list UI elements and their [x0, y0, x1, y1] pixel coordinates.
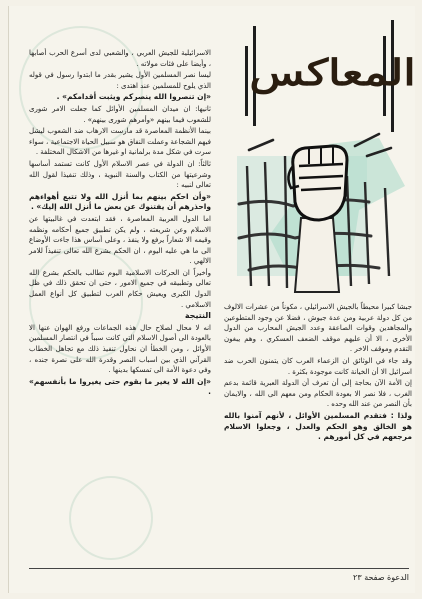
article-paragraph: ولذا : فتقدم المسلمين الأوائل ، لأنهم آمنوا بالله هو الخالق وهو الحكم والعدل ، وجعلوا الاسلام مرجعهم في كل أمورهم .: [224, 410, 412, 442]
article-paragraph: بينما الأنظمة المعاصرة قد مارست الارهاب ضد الشعوب ليشل فيهم الشجاعة وعملت النفاق هو سبيل الحياة الاجتماعية ، سواء سرت في شكل مدة برلمانية او غيرها من الاشكال المختلفة .: [29, 127, 211, 157]
page-number: ٢٣: [353, 573, 362, 582]
article-paragraph: ليسا نصر المسلمين الأول يشير بقدر ما ابتدوا رسول في قوله الذي يلوح للمسلمين عند اهتدى :: [29, 71, 211, 90]
watermark-circle: [69, 476, 153, 560]
article-paragraph: الاسرائيلية للجيش العربي ، والشعبي لدى أسرع الحرب أصابها ، وأيضا على فئات مولاته .: [29, 49, 211, 68]
article-paragraph: إن الأمة الآن بحاجة إلى أن تعرف أن الدولة العبرية قائمة بدعم الغرب ، فلا نصر الا بعودة الحكام ومن معهم الى الله ، والايمان بأن النصر من عند الله وحده .: [224, 379, 412, 409]
article-paragraph: وقد جاء في الوثائق ان الزعماء العرب كان يتمنون الحرب ضد اسرائيل الا أن الخيانة كانت موجودة بكثرة .: [224, 356, 412, 376]
article-title-block: [223, 16, 416, 126]
article-paragraph: انه لا محال لصلاح حال هذه الجماعات ورفع الهوان عنها الا بالعودة الى أصول الاسلام التي كانت سبباً في انتصار المسلمين الأوائل ، ومن الخطأ ان نحاول تنفيذ ذلك مع تجاهل الخطاب القرآني الذي بين اسباب النصر وقدرة الله على نصرة جنده ، وفي دعوة الأمة الى تمسكها بدينها .: [29, 323, 211, 375]
title-decorative-bar: [245, 46, 248, 116]
article-column-left: [29, 48, 211, 399]
fist-behind-bars-illustration: [229, 126, 411, 298]
article-column-right: [224, 302, 412, 444]
page-label: صفحة: [364, 573, 385, 582]
article-paragraph: اما الدول العربية المعاصرة ، فقد ابتعدت في غالبيتها عن الاسلام وعن شريعته ، ولم يكن تطبيق جميع أحكامه ونظمه وقيمه الا شعاراً يرفع ولا ينفذ ، وعلى أساس هذا جاءت الأوضاع الى ما هي عليه اليوم ، ان الحكم بشرع الله تعالى تنفيذاً للامر الالهي .: [29, 214, 211, 266]
article-paragraph: ثالثاً: ان الدولة في عصر الاسلام الأول كانت تستمد أساسها وشرعيتها من الكتاب والسنة النبوية ، وذلك تنفيذا لقول الله تعالى لنبيه :: [29, 159, 211, 190]
magazine-page: [8, 6, 415, 593]
article-paragraph: وأخيراً ان الحركات الاسلامية اليوم تطالب بالحكم بشرع الله تعالى وتطبيقه في جميع الامور ، حتى ان تحقق ذلك في ظل الدول الكبرى ويعيش حكام العرب لتطبيق كل أنواع العمل الاسلامي .: [29, 268, 211, 309]
article-paragraph: «إن تنصروا الله ينصركم ويثبت أقدامكم» .: [56, 92, 211, 102]
section-heading: النتيجة: [184, 311, 211, 321]
article-paragraph: «إن الله لا يغير ما بقوم حتى يغيروا ما بأنفسهم» .: [29, 376, 211, 397]
article-paragraph: جبشا كبيرا محيطاً بالجيش الاسرائيلي ، مكوناً من عشرات الالوف من كل دولة عربية ومن عدة جيوش ، فضلا عن وجود المتطوعين والمجاهدين وقوات الصاعقة وعدد الجيش المحارب من الدول الأخرى ، الا أن عليهم موقف الضعف العسكري ، وهم يبغون التقدم وموقف الاخر .: [224, 303, 412, 354]
article-paragraph: ثانيها: ان ميدان المسلمين الأوائل كما جعلت الامر شورى للشعوب فيما بينهم «وأمرهم شورى بينهم» .: [29, 104, 211, 124]
page-footer: [29, 568, 409, 582]
magazine-name: الدعوة: [387, 573, 409, 582]
article-title: المعاكس: [249, 52, 416, 94]
article-paragraph: «وأن احكم بينهم بما أنزل الله ولا تتبع أهواءهم واحذرهم أن يفتنوك عن بعض ما أنزل الله إليك» .: [29, 191, 211, 212]
